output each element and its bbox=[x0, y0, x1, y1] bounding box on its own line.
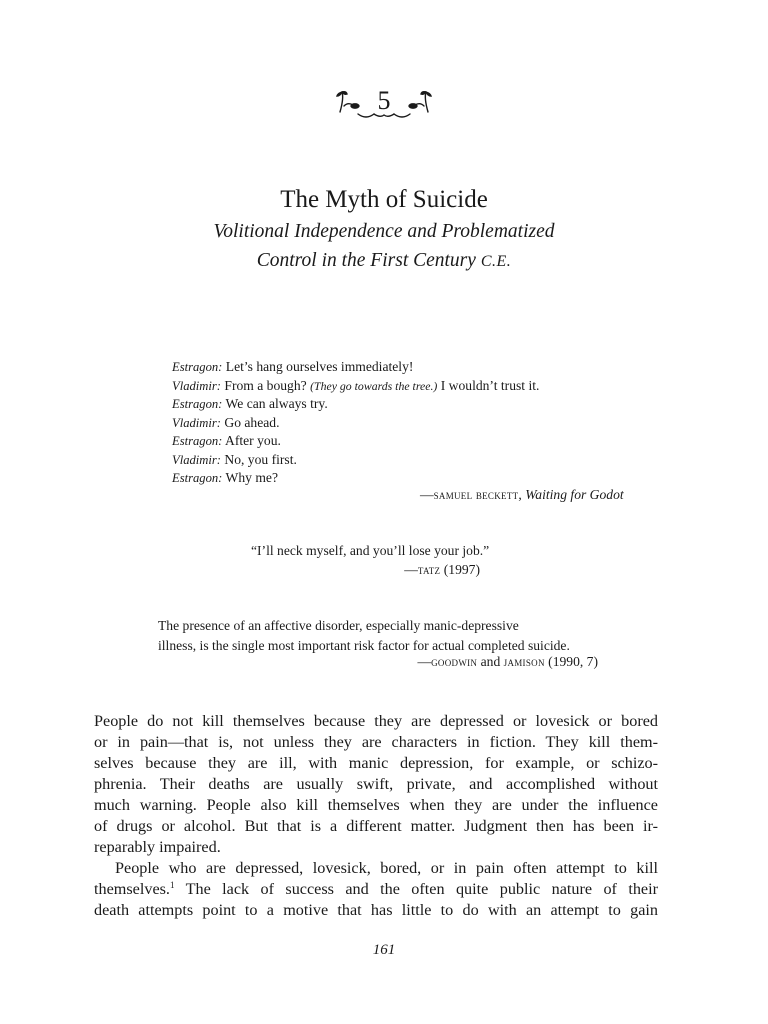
attribution-author: jamison bbox=[503, 655, 545, 669]
attribution-sep: and bbox=[477, 654, 504, 669]
attribution-dash: — bbox=[420, 487, 434, 502]
body-line: reparably impaired. bbox=[94, 838, 221, 856]
attribution-work: Waiting for Godot bbox=[525, 487, 624, 502]
dialogue-text: I wouldn’t trust it. bbox=[437, 377, 540, 393]
attribution-cite: (1990, 7) bbox=[544, 654, 598, 669]
speaker: Estragon: bbox=[172, 360, 223, 374]
dialogue-line bbox=[172, 469, 622, 488]
speaker: Vladimir: bbox=[172, 452, 221, 467]
dialogue-line bbox=[172, 395, 622, 414]
chapter-ornament bbox=[0, 84, 768, 130]
dialogue-text: We can always try. bbox=[222, 396, 328, 411]
attribution-author: goodwin bbox=[431, 655, 478, 669]
speaker: Vladimir: bbox=[172, 415, 221, 430]
epigraph-attribution bbox=[420, 487, 624, 503]
dialogue-text: From a bough? bbox=[220, 377, 311, 393]
attribution-author: tatz bbox=[417, 563, 441, 577]
subtitle-era: C.E. bbox=[480, 253, 512, 270]
dialogue-line bbox=[172, 451, 622, 470]
page-number: 161 bbox=[372, 942, 396, 958]
epigraph-quote: “I’ll neck myself, and you’ll lose your job.” bbox=[251, 543, 490, 558]
speaker: Vladimir: bbox=[172, 378, 221, 393]
dialogue-text: No, you first. bbox=[220, 451, 297, 467]
body-line: death attempts point to a motive that has little to do with an attempt to gain bbox=[94, 901, 658, 919]
body-text bbox=[94, 711, 658, 921]
chapter-subtitle bbox=[0, 217, 768, 276]
body-line: People who are depressed, lovesick, bored, or in pain often attempt to kill bbox=[115, 859, 658, 877]
body-text-run: The lack of success and the often quite public nature of their bbox=[174, 880, 658, 898]
dialogue-text: After you. bbox=[222, 433, 281, 448]
body-line: much warning. People also kill themselves when they are under the influence bbox=[94, 796, 658, 814]
dialogue-text: Let’s hang ourselves immediately! bbox=[222, 359, 414, 374]
speaker: Estragon: bbox=[172, 434, 223, 448]
dialogue-line bbox=[172, 414, 622, 433]
epigraph-line: illness, is the single most important risk factor for actual completed suicide. bbox=[158, 637, 570, 653]
attribution-sep: , bbox=[518, 487, 526, 502]
epigraph-quote bbox=[158, 616, 598, 655]
attribution-author: samuel beckett bbox=[433, 488, 519, 502]
body-line: selves because they are ill, with manic depression, for example, or schizo- bbox=[94, 754, 658, 772]
subtitle-line-2 bbox=[0, 246, 768, 276]
body-line: People do not kill themselves because they are depressed or lovesick or bored bbox=[94, 712, 658, 730]
floral-vine-ornament-icon bbox=[334, 84, 434, 130]
epigraph-line: The presence of an affective disorder, especially manic-depressive bbox=[158, 618, 519, 633]
dialogue-line bbox=[172, 358, 622, 377]
attribution-dash: — bbox=[417, 654, 432, 669]
attribution-year: (1997) bbox=[440, 562, 480, 577]
subtitle-line-2-text: Control in the First Century bbox=[256, 250, 481, 271]
attribution-dash: — bbox=[404, 562, 418, 577]
epigraph-attribution bbox=[380, 562, 480, 578]
speaker: Estragon: bbox=[172, 397, 223, 411]
body-text-run: themselves. bbox=[94, 880, 170, 898]
footnote-marker[interactable]: 1 bbox=[169, 880, 175, 890]
body-line: or in pain—that is, not unless they are characters in fiction. They kill them- bbox=[94, 733, 658, 751]
dialogue-text: Why me? bbox=[222, 470, 278, 485]
epigraph-dialogue bbox=[172, 358, 622, 488]
dialogue-line bbox=[172, 432, 622, 451]
body-line: phrenia. Their deaths are usually swift, private, and accomplished without bbox=[94, 775, 658, 793]
stage-direction: (They go towards the tree.) bbox=[310, 378, 438, 393]
epigraph-attribution bbox=[380, 654, 598, 670]
chapter-number: 5 bbox=[377, 86, 391, 115]
body-line: of drugs or alcohol. But that is a different matter. Judgment then has been ir- bbox=[94, 817, 658, 835]
dialogue-line bbox=[172, 377, 622, 396]
speaker: Estragon: bbox=[172, 471, 223, 485]
body-line bbox=[94, 879, 658, 900]
dialogue-text: Go ahead. bbox=[220, 414, 280, 430]
chapter-title: The Myth of Suicide bbox=[280, 186, 488, 213]
subtitle-line-1: Volitional Independence and Problematized bbox=[213, 221, 555, 242]
